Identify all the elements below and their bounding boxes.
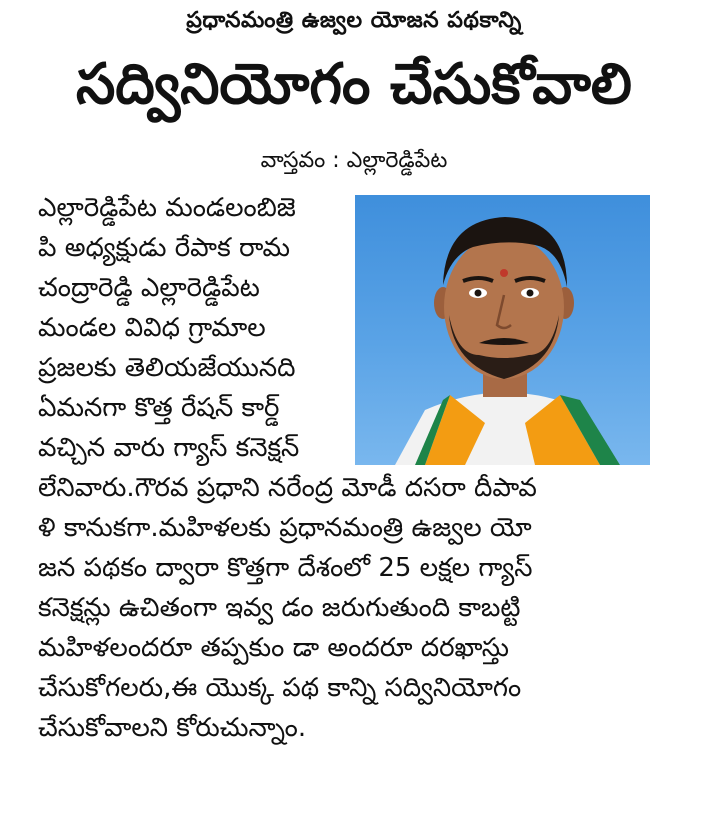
body-line: ఏమనగా కొత్త రేషన్ కార్డ్ xyxy=(38,393,280,423)
body-line: చంద్రారెడ్డి ఎల్లారెడ్డిపేట xyxy=(38,273,260,303)
article-kicker: ప్రధానమంత్రి ఉజ్వల యోజన పథకాన్ని xyxy=(186,8,522,33)
body-line: ళి కానుకగా.మహిళలకు ప్రధానమంత్రి ఉజ్వల యో xyxy=(38,513,532,543)
body-line: మహిళలందరూ తప్పకుం డా అందరూ దరఖాస్తు xyxy=(38,633,509,663)
article-dateline: వాస్తవం : ఎల్లారెడ్డిపేట xyxy=(260,148,448,173)
body-line: కనెక్షన్లు ఉచితంగా ఇవ్వ డం జరుగుతుంది కాబట్టి xyxy=(38,593,521,623)
body-line: లేనివారు.గౌరవ ప్రధాని నరేంద్ర మోడీ దసరా దీపావ xyxy=(38,473,537,503)
person-photo xyxy=(355,195,650,465)
body-line: ఎల్లారెడ్డిపేట మండలంబిజె xyxy=(38,193,296,223)
body-line: వచ్చిన వారు గ్యాస్ కనెక్షన్ xyxy=(38,433,300,463)
body-line: చేసుకోవాలని కోరుచున్నాం. xyxy=(38,713,307,743)
article-headline: సద్వినియోగం చేసుకోవాలి xyxy=(76,52,632,117)
person-portrait-icon xyxy=(355,195,650,465)
body-line: చేసుకోగలరు,ఈ యొక్క పథ కాన్ని సద్వినియోగం xyxy=(38,673,522,703)
body-line: ప్రజలకు తెలియజేయునది xyxy=(38,353,296,383)
body-line: పి అధ్యక్షుడు రేపాక రామ xyxy=(38,233,291,263)
body-line: మండల వివిధ గ్రామాల xyxy=(38,313,266,343)
body-line: జన పథకం ద్వారా కొత్తగా దేశంలో 25 లక్షల గ్యాస్ xyxy=(38,553,533,583)
